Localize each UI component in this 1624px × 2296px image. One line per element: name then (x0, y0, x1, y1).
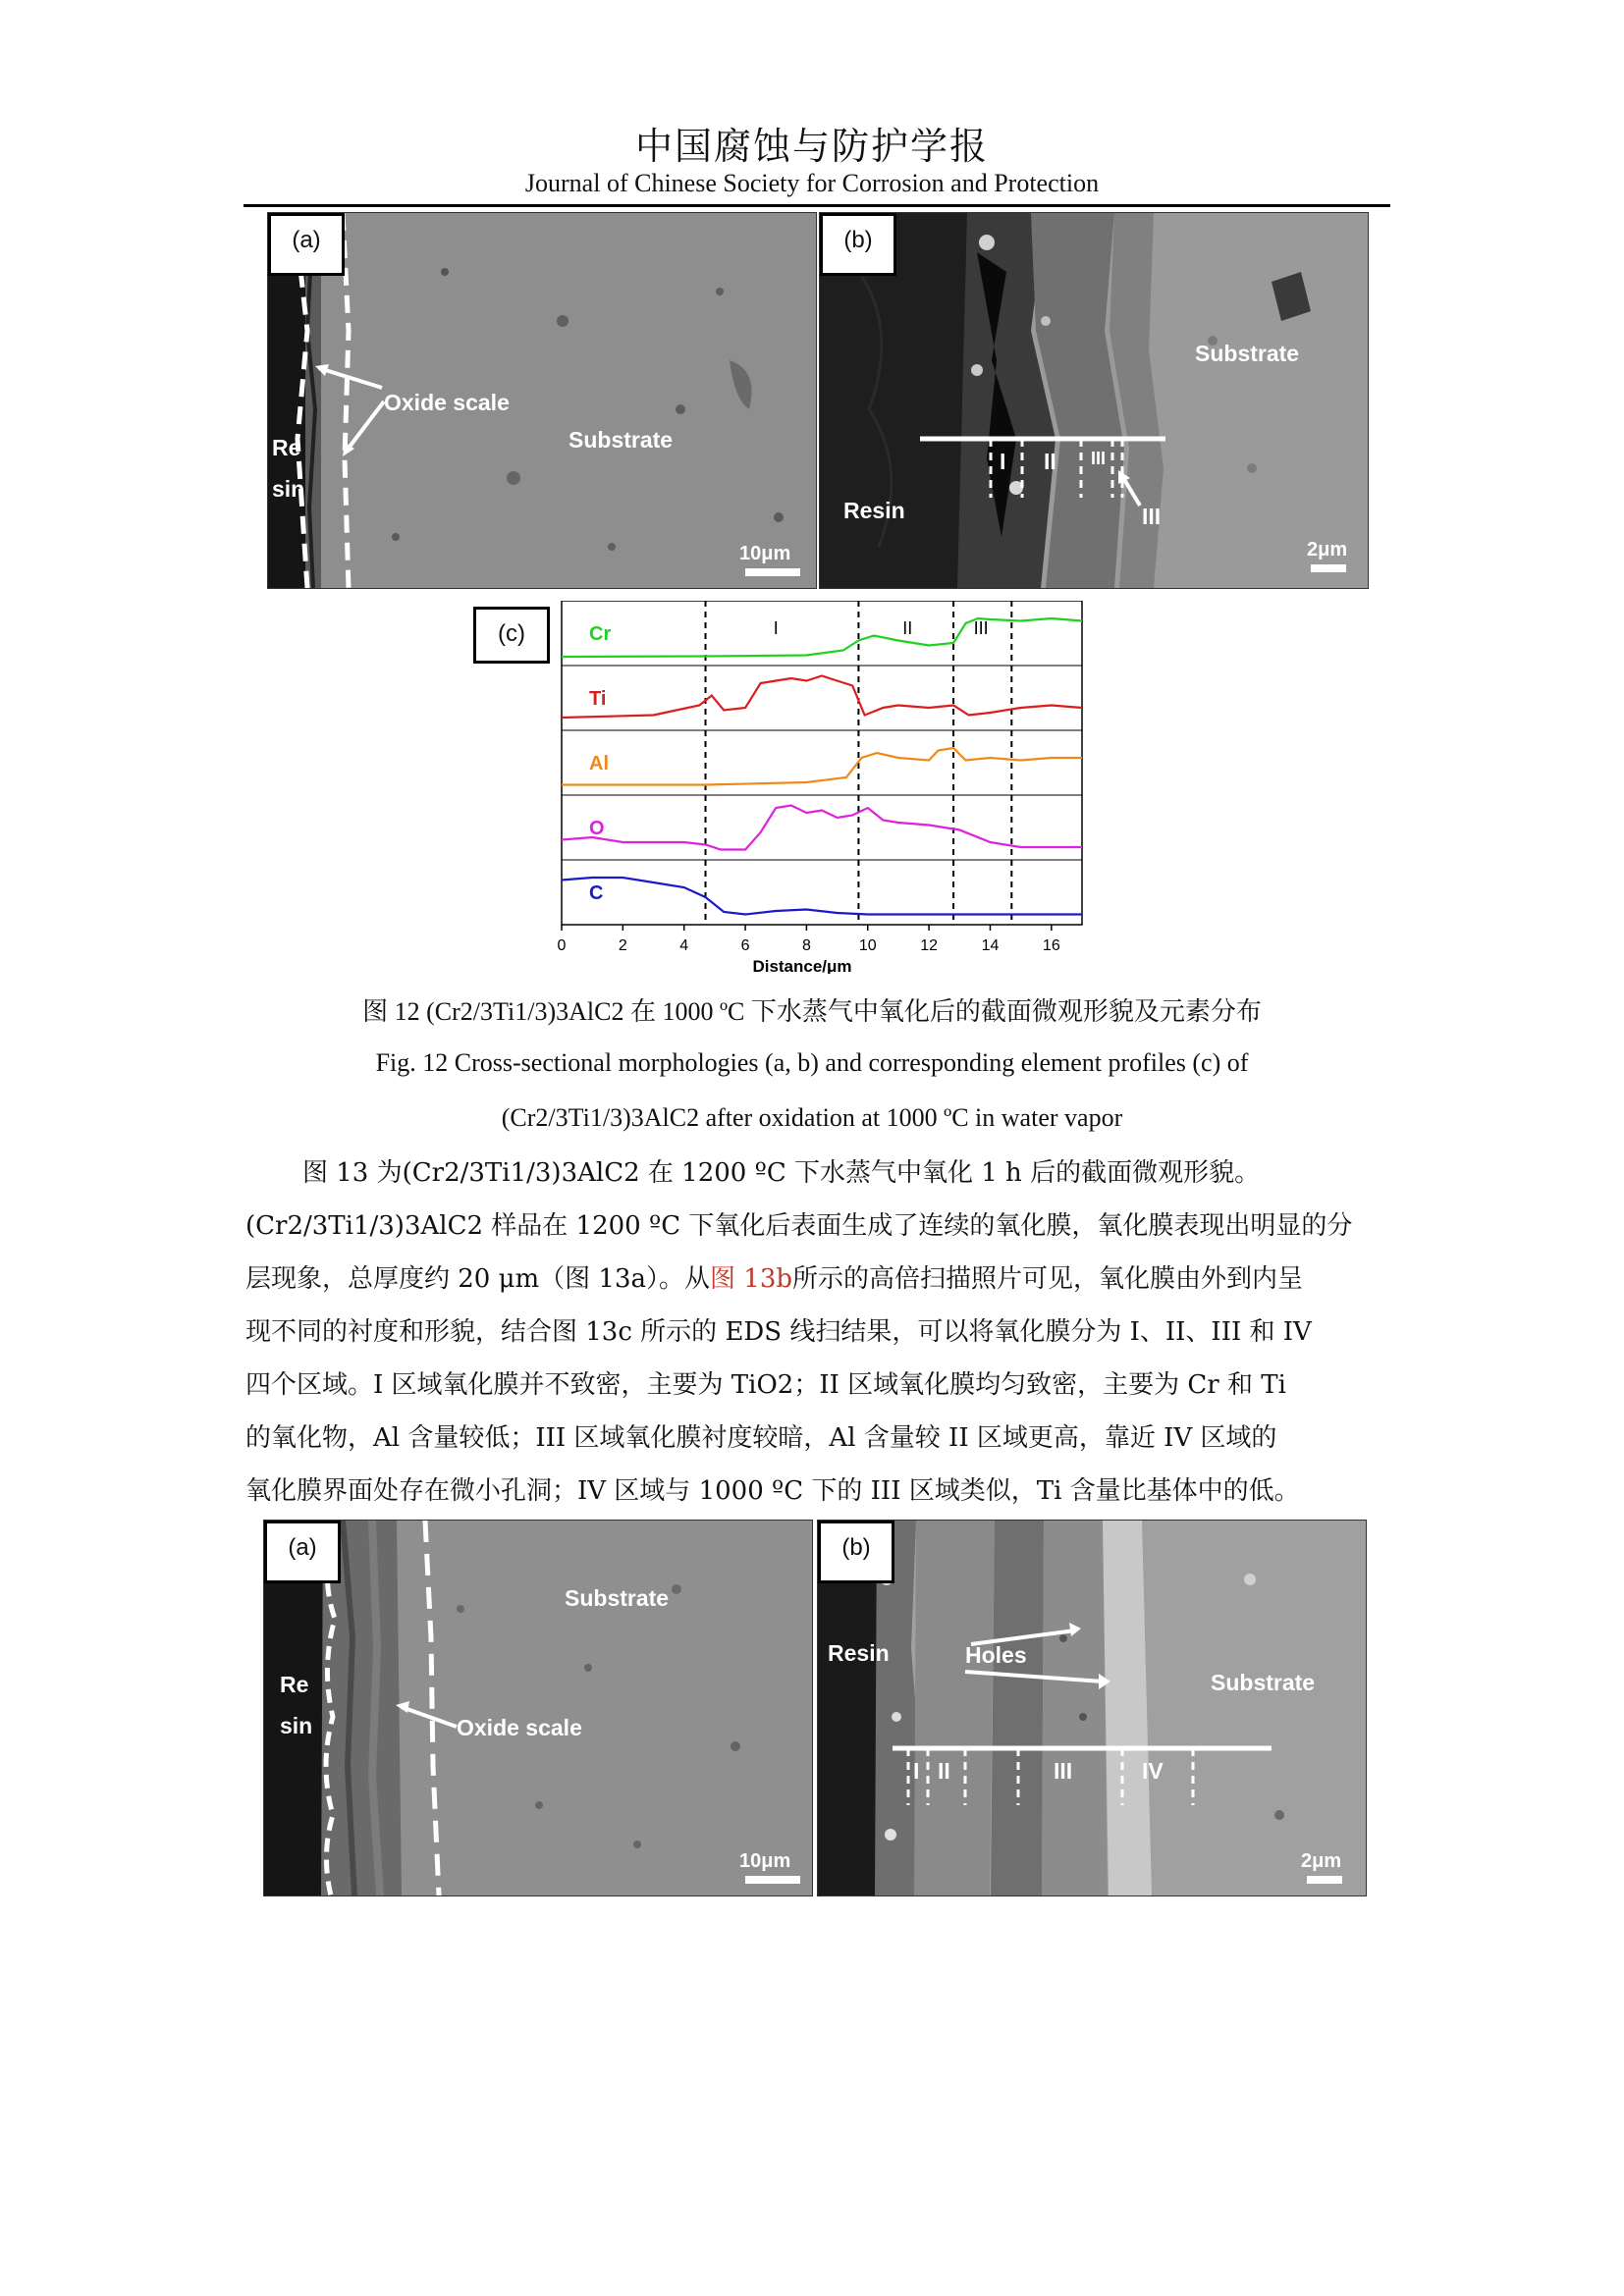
fig13b-zone-3: III (1054, 1758, 1073, 1784)
fig13a-label: (a) (264, 1521, 341, 1583)
fig13a-oxide-label: Oxide scale (457, 1715, 582, 1740)
fig12a-micrograph (268, 213, 816, 588)
fig13b-zone-2: II (938, 1758, 950, 1784)
para-line-3b: 所示的高倍扫描照片可见，氧化膜由外到内呈 (792, 1264, 1304, 1294)
x-tick-label: 4 (679, 937, 689, 954)
fig12-caption-en-2: (Cr2/3Ti1/3)3AlC2 after oxidation at 1000 ºC in water vapor (501, 1103, 1123, 1132)
x-tick-label: 12 (920, 937, 939, 954)
fig12-caption-cn: 图 12 (Cr2/3Ti1/3)3AlC2 在 1000 ºC 下水蒸气中氧化后的截面微观形貌及元素分布 (362, 997, 1262, 1026)
fig12a-label: (a) (268, 213, 345, 276)
fig13b-micrograph (818, 1521, 1366, 1896)
fig12b-zone-3: III (1091, 449, 1107, 468)
fig13a-scale-bar (745, 1876, 800, 1884)
fig13b-scale-text: 2μm (1301, 1850, 1342, 1872)
plot-frame (562, 601, 1082, 925)
fig13b-holes-label: Holes (965, 1642, 1027, 1668)
zone-label-II: II (902, 618, 913, 638)
x-tick-label: 14 (981, 937, 1000, 954)
fig12a-scale-text: 10μm (739, 543, 791, 564)
fig12c-label: (c) (473, 607, 550, 664)
fig12a-image (267, 212, 817, 589)
fig12c-chart (471, 601, 1090, 974)
fig12a-oxide-label: Oxide scale (384, 390, 510, 415)
fig12b-micrograph (820, 213, 1368, 588)
x-tick-label: 8 (801, 937, 811, 954)
x-tick-label: 10 (858, 937, 877, 954)
fig13b-zone-4: IV (1142, 1758, 1164, 1784)
para-line-3 (245, 1253, 1384, 1306)
fig13b-resin-label: Resin (828, 1640, 890, 1666)
fig12b-scale-text: 2μm (1307, 539, 1348, 561)
zone-label-I: I (773, 618, 779, 638)
para-line-6: 的氧化物，Al 含量较低；III 区域氧化膜衬度较暗，Al 含量较 II 区域更高，靠近 IV 区域的 (245, 1423, 1277, 1453)
x-tick-label: 0 (557, 937, 567, 954)
fig12b-scale-bar (1311, 564, 1346, 572)
x-tick-label: 6 (740, 937, 750, 954)
fig13b-image (817, 1520, 1367, 1896)
fig13a-image (263, 1520, 813, 1896)
journal-title-en: Journal of Chinese Society for Corrosion and Protection (524, 169, 1100, 197)
fig13b-label: (b) (818, 1521, 894, 1583)
journal-title-cn: 中国腐蚀与防护学报 (634, 125, 989, 168)
zone-label-III: III (973, 618, 989, 638)
fig12a-substrate-label: Substrate (568, 427, 674, 453)
para-line-7: 氧化膜界面处存在微小孔洞；IV 区域与 1000 ºC 下的 III 区域类似，Ti 含量比基体中的低。 (245, 1476, 1300, 1506)
fig13a-scale-text: 10μm (739, 1850, 791, 1872)
fig12b-zone-2: II (1044, 449, 1056, 474)
eds-line-scan (471, 601, 1090, 974)
para-line-2: (Cr2/3Ti1/3)3AlC2 样品在 1200 ºC 下氧化后表面生成了连续的氧化膜，氧化膜表现出明显的分 (245, 1211, 1353, 1241)
fig13a-resin-1: Re (280, 1672, 309, 1697)
fig12a-scale-bar (745, 568, 800, 576)
series-label-al: Al (589, 753, 609, 774)
fig12a-resin-1: Re (272, 435, 301, 460)
fig12a-resin-2: sin (272, 476, 305, 502)
fig12b-resin-label: Resin (843, 498, 905, 523)
series-label-ti: Ti (589, 688, 607, 710)
para-line-3a: 层现象，总厚度约 20 μm（图 13a）。从 (245, 1264, 711, 1294)
series-label-c: C (589, 882, 604, 904)
figure-13b-link[interactable]: 图 13b (710, 1264, 793, 1294)
fig13a-resin-2: sin (280, 1713, 313, 1738)
fig13b-substrate-label: Substrate (1211, 1670, 1316, 1695)
header-rule (244, 204, 1390, 207)
para-line-1: 图 13 为(Cr2/3Ti1/3)3AlC2 在 1200 ºC 下水蒸气中氧化 1 h 后的截面微观形貌。 (302, 1158, 1261, 1188)
body-paragraph (245, 1147, 1384, 1518)
x-axis-label: Distance/μm (752, 957, 852, 974)
fig12b-label: (b) (820, 213, 896, 276)
fig12b-zone-1: I (1000, 449, 1006, 474)
series-label-cr: Cr (589, 623, 612, 645)
fig12b-image (819, 212, 1369, 589)
x-tick-label: 2 (618, 937, 627, 954)
fig13b-zone-1: I (913, 1758, 920, 1784)
para-line-4: 现不同的衬度和形貌，结合图 13c 所示的 EDS 线扫结果，可以将氧化膜分为 I、II、III 和 IV (245, 1317, 1312, 1347)
fig12b-zone-arrow-label: III (1142, 504, 1162, 529)
x-tick-label: 16 (1042, 937, 1060, 954)
fig13b-scale-bar (1307, 1876, 1342, 1884)
fig12-caption-en-1: Fig. 12 Cross-sectional morphologies (a, b) and corresponding element profiles (c) of (375, 1048, 1249, 1077)
fig13a-substrate-label: Substrate (565, 1585, 670, 1611)
para-line-5: 四个区域。I 区域氧化膜并不致密，主要为 TiO2；II 区域氧化膜均匀致密，主要为 Cr 和 Ti (245, 1370, 1286, 1400)
series-label-o: O (589, 818, 605, 839)
fig13a-micrograph (264, 1521, 812, 1896)
fig12b-substrate-label: Substrate (1195, 341, 1300, 366)
